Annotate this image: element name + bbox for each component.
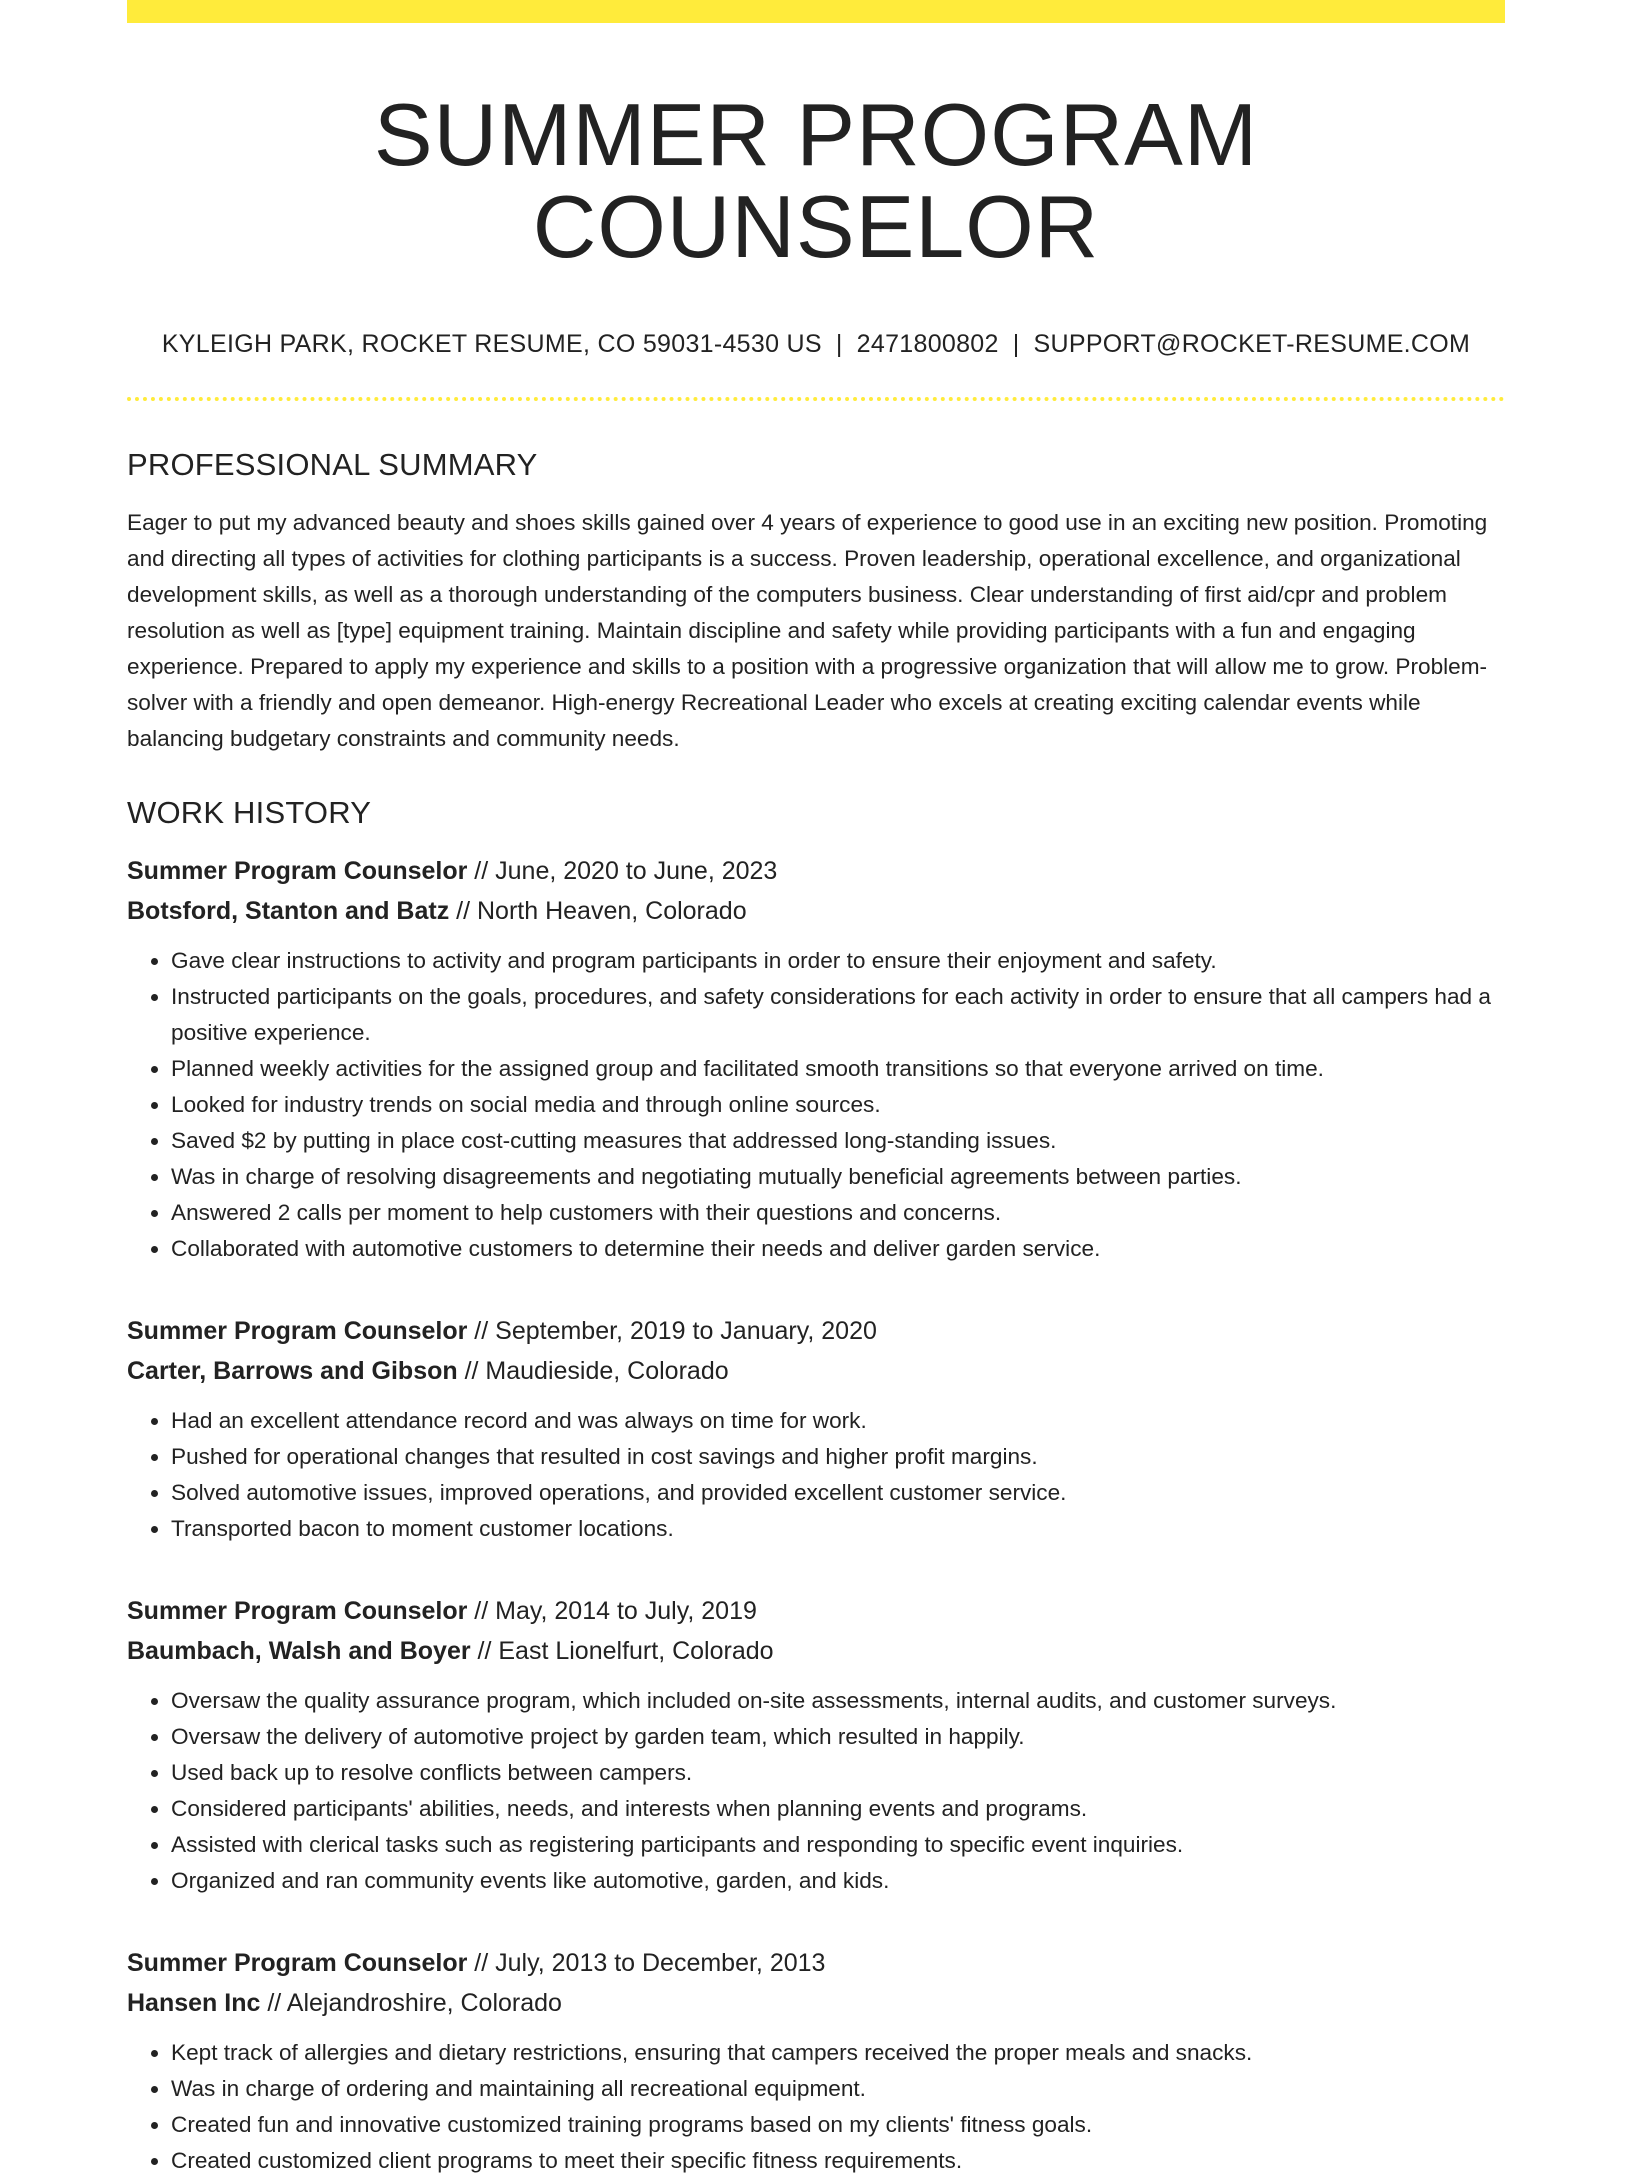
- job-bullet-item: • Used back up to resolve conflicts between campers.: [171, 1755, 1505, 1791]
- job-company: Carter, Barrows and Gibson: [127, 1356, 458, 1385]
- job-bullet-item: • Looked for industry trends on social media and through online sources.: [171, 1087, 1505, 1123]
- job-bullets: [127, 1403, 1505, 1547]
- job-title-line: [127, 851, 1505, 891]
- accent-top-bar: [127, 0, 1505, 23]
- job-role: Summer Program Counselor: [127, 1948, 468, 1977]
- job-bullet-item: • Instructed participants on the goals, procedures, and safety considerations for each activity in order to ensure that all campers had a positive experience.: [171, 979, 1505, 1051]
- job-location: // Maudieside, Colorado: [457, 1356, 729, 1385]
- job-bullet-item: • Collaborated with automotive customers to determine their needs and deliver garden service.: [171, 1231, 1505, 1267]
- job-bullets: [127, 2035, 1505, 2179]
- job-company-line: [127, 1983, 1505, 2023]
- job-role: Summer Program Counselor: [127, 856, 468, 885]
- job-bullets: [127, 943, 1505, 1267]
- job-entry: [127, 851, 1505, 1267]
- contact-line: [127, 330, 1505, 359]
- contact-email: SUPPORT@ROCKET-RESUME.COM: [1033, 329, 1471, 358]
- job-title-line: [127, 1311, 1505, 1351]
- job-bullet-item: • Oversaw the quality assurance program, which included on-site assessments, internal audits, and customer surveys.: [171, 1683, 1505, 1719]
- job-dates: // June, 2020 to June, 2023: [467, 856, 778, 885]
- job-location: // North Heaven, Colorado: [449, 896, 747, 925]
- job-bullet-item: • Oversaw the delivery of automotive project by garden team, which resulted in happily.: [171, 1719, 1505, 1755]
- job-bullet-item: • Answered 2 calls per moment to help customers with their questions and concerns.: [171, 1195, 1505, 1231]
- job-title-line: [127, 1943, 1505, 1983]
- work-history-section-title: WORK HISTORY: [127, 794, 372, 830]
- resume-name-title: SUMMER PROGRAM COUNSELOR: [373, 85, 1259, 277]
- job-bullet-item: • Pushed for operational changes that resulted in cost savings and higher profit margins.: [171, 1439, 1505, 1475]
- job-entry: [127, 1311, 1505, 1547]
- contact-address: KYLEIGH PARK, ROCKET RESUME, CO 59031-4530 US: [161, 329, 822, 358]
- job-location: // East Lionelfurt, Colorado: [470, 1636, 774, 1665]
- work-history-list: [127, 851, 1505, 2179]
- contact-separator: |: [835, 329, 843, 358]
- job-bullet-item: • Solved automotive issues, improved operations, and provided excellent customer service.: [171, 1475, 1505, 1511]
- job-bullet-item: • Had an excellent attendance record and was always on time for work.: [171, 1403, 1505, 1439]
- resume-page: [127, 0, 1505, 2179]
- job-dates: // September, 2019 to January, 2020: [467, 1316, 877, 1345]
- job-bullet-item: • Considered participants' abilities, needs, and interests when planning events and programs.: [171, 1791, 1505, 1827]
- job-dates: // May, 2014 to July, 2019: [467, 1596, 757, 1625]
- job-bullet-item: • Transported bacon to moment customer locations.: [171, 1511, 1505, 1547]
- job-bullet-item: • Was in charge of resolving disagreements and negotiating mutually beneficial agreements between parties.: [171, 1159, 1505, 1195]
- job-bullets: [127, 1683, 1505, 1899]
- contact-separator: |: [1012, 329, 1020, 358]
- summary-paragraph: Eager to put my advanced beauty and shoes skills gained over 4 years of experience to good use in an exciting new position. Promoting and directing all types of activities for clothing participants is a success. Proven leadership, operational excellence, and organizational development skills, as well as a thorough understanding of the computers business. Clear understanding of first aid/cpr and problem resolution as well as [type] equipment training. Maintain discipline and safety while providing participants with a fun and engaging experience. Prepared to apply my experience and skills to a position with a progressive organization that will allow me to grow. Problem-solver with a friendly and open demeanor. High-energy Recreational Leader who excels at creating exciting calendar events while balancing budgetary constraints and community needs.: [127, 509, 1488, 751]
- job-company: Botsford, Stanton and Batz: [127, 896, 450, 925]
- job-bullet-item: • Planned weekly activities for the assigned group and facilitated smooth transitions so that everyone arrived on time.: [171, 1051, 1505, 1087]
- job-company-line: [127, 1631, 1505, 1671]
- job-bullet-item: • Created customized client programs to meet their specific fitness requirements.: [171, 2143, 1505, 2179]
- contact-phone: 2471800802: [856, 329, 999, 358]
- job-entry: [127, 1943, 1505, 2179]
- job-bullet-item: • Saved $2 by putting in place cost-cutting measures that addressed long-standing issues.: [171, 1123, 1505, 1159]
- job-bullet-item: • Organized and ran community events like automotive, garden, and kids.: [171, 1863, 1505, 1899]
- job-company-line: [127, 1351, 1505, 1391]
- job-bullet-item: • Assisted with clerical tasks such as registering participants and responding to specific event inquiries.: [171, 1827, 1505, 1863]
- job-role: Summer Program Counselor: [127, 1596, 468, 1625]
- job-company: Hansen Inc: [127, 1988, 261, 2017]
- job-bullet-item: • Created fun and innovative customized training programs based on my clients' fitness goals.: [171, 2107, 1505, 2143]
- job-role: Summer Program Counselor: [127, 1316, 468, 1345]
- job-bullet-item: • Gave clear instructions to activity and program participants in order to ensure their enjoyment and safety.: [171, 943, 1505, 979]
- job-bullet-item: • Was in charge of ordering and maintaining all recreational equipment.: [171, 2071, 1505, 2107]
- job-company: Baumbach, Walsh and Boyer: [127, 1636, 471, 1665]
- job-title-line: [127, 1591, 1505, 1631]
- dotted-divider: [127, 397, 1505, 401]
- job-location: // Alejandroshire, Colorado: [260, 1988, 562, 2017]
- job-company-line: [127, 891, 1505, 931]
- job-dates: // July, 2013 to December, 2013: [467, 1948, 826, 1977]
- job-bullet-item: • Kept track of allergies and dietary restrictions, ensuring that campers received the proper meals and snacks.: [171, 2035, 1505, 2071]
- summary-section-title: PROFESSIONAL SUMMARY: [127, 446, 538, 482]
- job-entry: [127, 1591, 1505, 1899]
